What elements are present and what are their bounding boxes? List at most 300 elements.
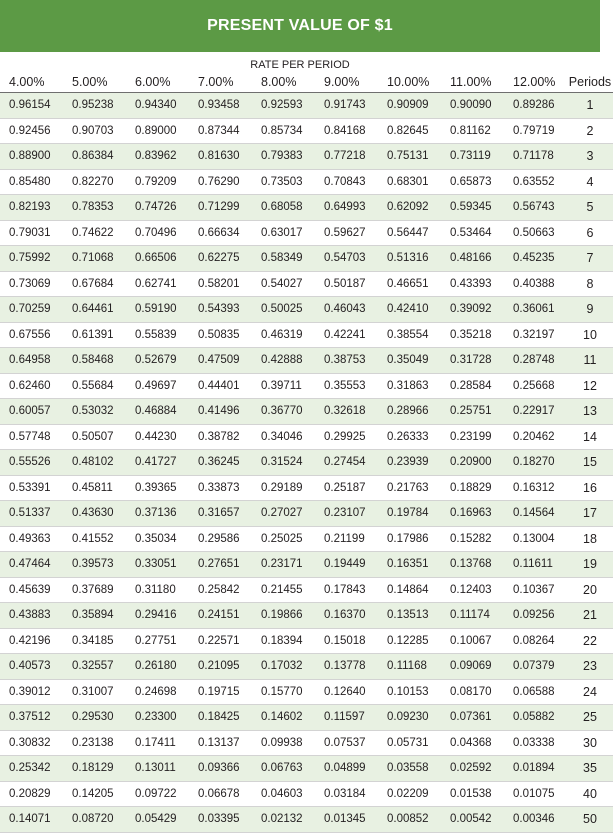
period-cell: 24 bbox=[567, 679, 613, 705]
pv-factor-cell: 0.62275 bbox=[189, 246, 252, 272]
pv-factor-cell: 0.47464 bbox=[0, 552, 63, 578]
pv-factor-cell: 0.05429 bbox=[126, 807, 189, 833]
period-cell: 22 bbox=[567, 628, 613, 654]
pv-factor-cell: 0.44230 bbox=[126, 424, 189, 450]
pv-factor-cell: 0.18129 bbox=[63, 756, 126, 782]
pv-factor-cell: 0.77218 bbox=[315, 144, 378, 170]
pv-factor-cell: 0.04603 bbox=[252, 781, 315, 807]
pv-factor-cell: 0.08264 bbox=[504, 628, 567, 654]
pv-factor-cell: 0.25342 bbox=[0, 756, 63, 782]
table-row bbox=[0, 118, 613, 144]
pv-factor-cell: 0.50663 bbox=[504, 220, 567, 246]
pv-factor-cell: 0.09366 bbox=[189, 756, 252, 782]
pv-factor-cell: 0.62092 bbox=[378, 195, 441, 221]
table-row bbox=[0, 169, 613, 195]
pv-factor-cell: 0.34046 bbox=[252, 424, 315, 450]
pv-factor-cell: 0.54027 bbox=[252, 271, 315, 297]
pv-factor-cell: 0.65873 bbox=[441, 169, 504, 195]
pv-factor-cell: 0.08170 bbox=[441, 679, 504, 705]
pv-factor-cell: 0.52679 bbox=[126, 348, 189, 374]
pv-factor-cell: 0.27027 bbox=[252, 501, 315, 527]
pv-factor-cell: 0.17986 bbox=[378, 526, 441, 552]
pv-factor-cell: 0.35049 bbox=[378, 348, 441, 374]
pv-factor-cell: 0.41727 bbox=[126, 450, 189, 476]
pv-factor-cell: 0.09938 bbox=[252, 730, 315, 756]
pv-factor-cell: 0.45639 bbox=[0, 577, 63, 603]
pv-factor-cell: 0.25668 bbox=[504, 373, 567, 399]
pv-factor-cell: 0.88900 bbox=[0, 144, 63, 170]
table-row bbox=[0, 705, 613, 731]
period-cell: 50 bbox=[567, 807, 613, 833]
table-row bbox=[0, 807, 613, 833]
pv-factor-cell: 0.46319 bbox=[252, 322, 315, 348]
pv-factor-cell: 0.51316 bbox=[378, 246, 441, 272]
pv-factor-cell: 0.58201 bbox=[189, 271, 252, 297]
pv-factor-cell: 0.14602 bbox=[252, 705, 315, 731]
pv-factor-cell: 0.46651 bbox=[378, 271, 441, 297]
pv-factor-cell: 0.07361 bbox=[441, 705, 504, 731]
pv-factor-cell: 0.14071 bbox=[0, 807, 63, 833]
pv-factor-cell: 0.82645 bbox=[378, 118, 441, 144]
pv-factor-cell: 0.09230 bbox=[378, 705, 441, 731]
pv-factor-cell: 0.02592 bbox=[441, 756, 504, 782]
period-cell: 18 bbox=[567, 526, 613, 552]
pv-factor-cell: 0.96154 bbox=[0, 93, 63, 119]
pv-factor-cell: 0.09722 bbox=[126, 781, 189, 807]
pv-factor-cell: 0.32618 bbox=[315, 399, 378, 425]
column-header-rate: 6.00% bbox=[126, 71, 189, 93]
period-cell: 12 bbox=[567, 373, 613, 399]
pv-factor-cell: 0.58349 bbox=[252, 246, 315, 272]
pv-factor-cell: 0.75131 bbox=[378, 144, 441, 170]
table-row bbox=[0, 552, 613, 578]
pv-factor-cell: 0.94340 bbox=[126, 93, 189, 119]
pv-factor-cell: 0.21199 bbox=[315, 526, 378, 552]
pv-factor-cell: 0.10067 bbox=[441, 628, 504, 654]
table-row bbox=[0, 93, 613, 119]
table-row bbox=[0, 424, 613, 450]
pv-factor-cell: 0.26333 bbox=[378, 424, 441, 450]
pv-factor-cell: 0.22917 bbox=[504, 399, 567, 425]
period-cell: 40 bbox=[567, 781, 613, 807]
pv-factor-cell: 0.79209 bbox=[126, 169, 189, 195]
pv-factor-cell: 0.43393 bbox=[441, 271, 504, 297]
pv-factor-cell: 0.95238 bbox=[63, 93, 126, 119]
pv-factor-cell: 0.27454 bbox=[315, 450, 378, 476]
pv-factor-cell: 0.60057 bbox=[0, 399, 63, 425]
pv-factor-cell: 0.79383 bbox=[252, 144, 315, 170]
pv-factor-cell: 0.50507 bbox=[63, 424, 126, 450]
pv-factor-cell: 0.03184 bbox=[315, 781, 378, 807]
pv-factor-cell: 0.35894 bbox=[63, 603, 126, 629]
period-cell: 11 bbox=[567, 348, 613, 374]
pv-factor-cell: 0.92456 bbox=[0, 118, 63, 144]
pv-factor-cell: 0.89286 bbox=[504, 93, 567, 119]
pv-factor-cell: 0.37689 bbox=[63, 577, 126, 603]
pv-factor-cell: 0.13778 bbox=[315, 654, 378, 680]
pv-factor-cell: 0.16312 bbox=[504, 475, 567, 501]
table-row bbox=[0, 322, 613, 348]
pv-factor-cell: 0.56743 bbox=[504, 195, 567, 221]
period-cell: 35 bbox=[567, 756, 613, 782]
pv-factor-cell: 0.18425 bbox=[189, 705, 252, 731]
column-header-rate: 8.00% bbox=[252, 71, 315, 93]
pv-factor-cell: 0.02209 bbox=[378, 781, 441, 807]
pv-factor-cell: 0.12640 bbox=[315, 679, 378, 705]
period-cell: 5 bbox=[567, 195, 613, 221]
period-cell: 15 bbox=[567, 450, 613, 476]
pv-factor-cell: 0.13137 bbox=[189, 730, 252, 756]
pv-factor-cell: 0.67684 bbox=[63, 271, 126, 297]
table-row bbox=[0, 144, 613, 170]
pv-factor-cell: 0.31524 bbox=[252, 450, 315, 476]
pv-factor-cell: 0.41552 bbox=[63, 526, 126, 552]
column-header-rate: 11.00% bbox=[441, 71, 504, 93]
pv-factor-cell: 0.85734 bbox=[252, 118, 315, 144]
pv-factor-cell: 0.51337 bbox=[0, 501, 63, 527]
pv-factor-cell: 0.21095 bbox=[189, 654, 252, 680]
pv-factor-cell: 0.38782 bbox=[189, 424, 252, 450]
period-cell: 8 bbox=[567, 271, 613, 297]
pv-factor-cell: 0.38554 bbox=[378, 322, 441, 348]
pv-factor-cell: 0.32197 bbox=[504, 322, 567, 348]
pv-factor-cell: 0.67556 bbox=[0, 322, 63, 348]
pv-factor-cell: 0.00346 bbox=[504, 807, 567, 833]
pv-factor-cell: 0.23171 bbox=[252, 552, 315, 578]
table-row bbox=[0, 220, 613, 246]
pv-factor-cell: 0.05731 bbox=[378, 730, 441, 756]
pv-factor-cell: 0.37512 bbox=[0, 705, 63, 731]
pv-factor-cell: 0.24151 bbox=[189, 603, 252, 629]
pv-factor-cell: 0.35218 bbox=[441, 322, 504, 348]
pv-factor-cell: 0.21763 bbox=[378, 475, 441, 501]
pv-factor-cell: 0.01345 bbox=[315, 807, 378, 833]
pv-factor-cell: 0.70259 bbox=[0, 297, 63, 323]
pv-factor-cell: 0.93458 bbox=[189, 93, 252, 119]
table-row bbox=[0, 297, 613, 323]
pv-factor-cell: 0.49697 bbox=[126, 373, 189, 399]
pv-factor-cell: 0.29416 bbox=[126, 603, 189, 629]
pv-factor-cell: 0.50835 bbox=[189, 322, 252, 348]
pv-factor-cell: 0.23199 bbox=[441, 424, 504, 450]
pv-factor-cell: 0.14205 bbox=[63, 781, 126, 807]
page-title: PRESENT VALUE OF $1 bbox=[207, 17, 393, 34]
pv-factor-cell: 0.29189 bbox=[252, 475, 315, 501]
pv-factor-cell: 0.39092 bbox=[441, 297, 504, 323]
pv-factor-cell: 0.66506 bbox=[126, 246, 189, 272]
present-value-table bbox=[0, 71, 613, 833]
pv-factor-cell: 0.10153 bbox=[378, 679, 441, 705]
pv-factor-cell: 0.31657 bbox=[189, 501, 252, 527]
pv-factor-cell: 0.20829 bbox=[0, 781, 63, 807]
pv-factor-cell: 0.92593 bbox=[252, 93, 315, 119]
pv-factor-cell: 0.64461 bbox=[63, 297, 126, 323]
pv-factor-cell: 0.17411 bbox=[126, 730, 189, 756]
pv-factor-cell: 0.42241 bbox=[315, 322, 378, 348]
pv-factor-cell: 0.06588 bbox=[504, 679, 567, 705]
pv-factor-cell: 0.73503 bbox=[252, 169, 315, 195]
table-row bbox=[0, 195, 613, 221]
pv-factor-cell: 0.23107 bbox=[315, 501, 378, 527]
pv-factor-cell: 0.62460 bbox=[0, 373, 63, 399]
pv-factor-cell: 0.32557 bbox=[63, 654, 126, 680]
period-cell: 21 bbox=[567, 603, 613, 629]
pv-factor-cell: 0.62741 bbox=[126, 271, 189, 297]
pv-factor-cell: 0.19715 bbox=[189, 679, 252, 705]
pv-factor-cell: 0.03558 bbox=[378, 756, 441, 782]
pv-factor-cell: 0.54703 bbox=[315, 246, 378, 272]
pv-factor-cell: 0.46884 bbox=[126, 399, 189, 425]
pv-factor-cell: 0.16351 bbox=[378, 552, 441, 578]
table-row bbox=[0, 373, 613, 399]
pv-factor-cell: 0.54393 bbox=[189, 297, 252, 323]
pv-factor-cell: 0.38753 bbox=[315, 348, 378, 374]
table-row bbox=[0, 603, 613, 629]
table-row bbox=[0, 654, 613, 680]
pv-factor-cell: 0.64993 bbox=[315, 195, 378, 221]
column-header-rate: 9.00% bbox=[315, 71, 378, 93]
pv-factor-cell: 0.29586 bbox=[189, 526, 252, 552]
column-header-rate: 10.00% bbox=[378, 71, 441, 93]
period-cell: 20 bbox=[567, 577, 613, 603]
column-header-periods: Periods bbox=[567, 71, 613, 93]
pv-factor-cell: 0.50025 bbox=[252, 297, 315, 323]
table-row bbox=[0, 628, 613, 654]
pv-factor-cell: 0.01538 bbox=[441, 781, 504, 807]
pv-factor-cell: 0.87344 bbox=[189, 118, 252, 144]
pv-factor-cell: 0.13513 bbox=[378, 603, 441, 629]
pv-factor-cell: 0.14564 bbox=[504, 501, 567, 527]
pv-factor-cell: 0.63552 bbox=[504, 169, 567, 195]
pv-factor-cell: 0.28748 bbox=[504, 348, 567, 374]
pv-factor-cell: 0.36061 bbox=[504, 297, 567, 323]
pv-factor-cell: 0.39573 bbox=[63, 552, 126, 578]
pv-factor-cell: 0.50187 bbox=[315, 271, 378, 297]
period-cell: 14 bbox=[567, 424, 613, 450]
pv-factor-cell: 0.59190 bbox=[126, 297, 189, 323]
table-row bbox=[0, 577, 613, 603]
table-row bbox=[0, 450, 613, 476]
pv-factor-cell: 0.76290 bbox=[189, 169, 252, 195]
header-row bbox=[0, 71, 613, 93]
pv-factor-cell: 0.07379 bbox=[504, 654, 567, 680]
pv-factor-cell: 0.31180 bbox=[126, 577, 189, 603]
pv-factor-cell: 0.53391 bbox=[0, 475, 63, 501]
pv-factor-cell: 0.71178 bbox=[504, 144, 567, 170]
pv-factor-cell: 0.21455 bbox=[252, 577, 315, 603]
pv-factor-cell: 0.35034 bbox=[126, 526, 189, 552]
pv-factor-cell: 0.45235 bbox=[504, 246, 567, 272]
pv-factor-cell: 0.09256 bbox=[504, 603, 567, 629]
pv-factor-cell: 0.68058 bbox=[252, 195, 315, 221]
pv-factor-cell: 0.08720 bbox=[63, 807, 126, 833]
pv-factor-cell: 0.25025 bbox=[252, 526, 315, 552]
pv-factor-cell: 0.39012 bbox=[0, 679, 63, 705]
pv-factor-cell: 0.71299 bbox=[189, 195, 252, 221]
pv-factor-cell: 0.13768 bbox=[441, 552, 504, 578]
period-cell: 13 bbox=[567, 399, 613, 425]
pv-factor-cell: 0.04899 bbox=[315, 756, 378, 782]
table-body bbox=[0, 93, 613, 833]
table-row bbox=[0, 246, 613, 272]
pv-factor-cell: 0.23138 bbox=[63, 730, 126, 756]
pv-factor-cell: 0.90090 bbox=[441, 93, 504, 119]
pv-factor-cell: 0.15282 bbox=[441, 526, 504, 552]
pv-factor-cell: 0.11597 bbox=[315, 705, 378, 731]
pv-factor-cell: 0.13004 bbox=[504, 526, 567, 552]
period-cell: 4 bbox=[567, 169, 613, 195]
pv-factor-cell: 0.07537 bbox=[315, 730, 378, 756]
pv-factor-cell: 0.45811 bbox=[63, 475, 126, 501]
period-cell: 7 bbox=[567, 246, 613, 272]
pv-factor-cell: 0.01075 bbox=[504, 781, 567, 807]
pv-factor-cell: 0.20462 bbox=[504, 424, 567, 450]
pv-factor-cell: 0.24698 bbox=[126, 679, 189, 705]
pv-factor-cell: 0.46043 bbox=[315, 297, 378, 323]
pv-factor-cell: 0.49363 bbox=[0, 526, 63, 552]
rate-subtitle: RATE PER PERIOD bbox=[250, 59, 350, 71]
pv-factor-cell: 0.36770 bbox=[252, 399, 315, 425]
pv-factor-cell: 0.59345 bbox=[441, 195, 504, 221]
pv-factor-cell: 0.42196 bbox=[0, 628, 63, 654]
pv-factor-cell: 0.13011 bbox=[126, 756, 189, 782]
pv-factor-cell: 0.15770 bbox=[252, 679, 315, 705]
pv-factor-cell: 0.31728 bbox=[441, 348, 504, 374]
pv-factor-cell: 0.33051 bbox=[126, 552, 189, 578]
pv-factor-cell: 0.01894 bbox=[504, 756, 567, 782]
pv-factor-cell: 0.26180 bbox=[126, 654, 189, 680]
pv-factor-cell: 0.17843 bbox=[315, 577, 378, 603]
pv-factor-cell: 0.89000 bbox=[126, 118, 189, 144]
period-cell: 2 bbox=[567, 118, 613, 144]
pv-factor-cell: 0.04368 bbox=[441, 730, 504, 756]
pv-factor-cell: 0.85480 bbox=[0, 169, 63, 195]
table-row bbox=[0, 271, 613, 297]
pv-factor-cell: 0.74622 bbox=[63, 220, 126, 246]
pv-factor-cell: 0.19784 bbox=[378, 501, 441, 527]
pv-factor-cell: 0.78353 bbox=[63, 195, 126, 221]
pv-factor-cell: 0.73119 bbox=[441, 144, 504, 170]
pv-factor-cell: 0.70496 bbox=[126, 220, 189, 246]
pv-factor-cell: 0.34185 bbox=[63, 628, 126, 654]
pv-factor-cell: 0.00542 bbox=[441, 807, 504, 833]
pv-factor-cell: 0.61391 bbox=[63, 322, 126, 348]
pv-factor-cell: 0.71068 bbox=[63, 246, 126, 272]
pv-factor-cell: 0.70843 bbox=[315, 169, 378, 195]
pv-factor-cell: 0.79031 bbox=[0, 220, 63, 246]
period-cell: 23 bbox=[567, 654, 613, 680]
pv-factor-cell: 0.28584 bbox=[441, 373, 504, 399]
pv-factor-cell: 0.37136 bbox=[126, 501, 189, 527]
table-row bbox=[0, 501, 613, 527]
pv-factor-cell: 0.84168 bbox=[315, 118, 378, 144]
pv-factor-cell: 0.25187 bbox=[315, 475, 378, 501]
pv-factor-cell: 0.58468 bbox=[63, 348, 126, 374]
column-header-rate: 7.00% bbox=[189, 71, 252, 93]
pv-factor-cell: 0.53464 bbox=[441, 220, 504, 246]
pv-factor-cell: 0.09069 bbox=[441, 654, 504, 680]
table-row bbox=[0, 730, 613, 756]
period-cell: 1 bbox=[567, 93, 613, 119]
period-cell: 17 bbox=[567, 501, 613, 527]
period-cell: 9 bbox=[567, 297, 613, 323]
pv-factor-cell: 0.25751 bbox=[441, 399, 504, 425]
pv-factor-cell: 0.43883 bbox=[0, 603, 63, 629]
pv-factor-cell: 0.11168 bbox=[378, 654, 441, 680]
pv-factor-cell: 0.15018 bbox=[315, 628, 378, 654]
pv-factor-cell: 0.31007 bbox=[63, 679, 126, 705]
pv-factor-cell: 0.79719 bbox=[504, 118, 567, 144]
pv-factor-cell: 0.11611 bbox=[504, 552, 567, 578]
pv-factor-cell: 0.29530 bbox=[63, 705, 126, 731]
pv-factor-cell: 0.12285 bbox=[378, 628, 441, 654]
pv-factor-cell: 0.06678 bbox=[189, 781, 252, 807]
column-header-rate: 4.00% bbox=[0, 71, 63, 93]
pv-factor-cell: 0.39365 bbox=[126, 475, 189, 501]
pv-factor-cell: 0.82193 bbox=[0, 195, 63, 221]
pv-factor-cell: 0.25842 bbox=[189, 577, 252, 603]
period-cell: 3 bbox=[567, 144, 613, 170]
period-cell: 16 bbox=[567, 475, 613, 501]
column-header-rate: 12.00% bbox=[504, 71, 567, 93]
table-row bbox=[0, 679, 613, 705]
pv-factor-cell: 0.68301 bbox=[378, 169, 441, 195]
table-row bbox=[0, 526, 613, 552]
pv-factor-cell: 0.42888 bbox=[252, 348, 315, 374]
pv-factor-cell: 0.17032 bbox=[252, 654, 315, 680]
pv-factor-cell: 0.42410 bbox=[378, 297, 441, 323]
table-row bbox=[0, 781, 613, 807]
pv-factor-cell: 0.10367 bbox=[504, 577, 567, 603]
pv-factor-cell: 0.55684 bbox=[63, 373, 126, 399]
pv-factor-cell: 0.41496 bbox=[189, 399, 252, 425]
pv-factor-cell: 0.81162 bbox=[441, 118, 504, 144]
pv-factor-cell: 0.18394 bbox=[252, 628, 315, 654]
pv-factor-cell: 0.14864 bbox=[378, 577, 441, 603]
pv-factor-cell: 0.82270 bbox=[63, 169, 126, 195]
period-cell: 10 bbox=[567, 322, 613, 348]
pv-factor-cell: 0.02132 bbox=[252, 807, 315, 833]
pv-factor-cell: 0.90703 bbox=[63, 118, 126, 144]
pv-factor-cell: 0.63017 bbox=[252, 220, 315, 246]
pv-factor-cell: 0.36245 bbox=[189, 450, 252, 476]
pv-factor-cell: 0.16370 bbox=[315, 603, 378, 629]
pv-factor-cell: 0.18270 bbox=[504, 450, 567, 476]
pv-factor-cell: 0.56447 bbox=[378, 220, 441, 246]
period-cell: 25 bbox=[567, 705, 613, 731]
pv-factor-cell: 0.03395 bbox=[189, 807, 252, 833]
pv-factor-cell: 0.55839 bbox=[126, 322, 189, 348]
pv-factor-cell: 0.27751 bbox=[126, 628, 189, 654]
pv-factor-cell: 0.23939 bbox=[378, 450, 441, 476]
pv-factor-cell: 0.06763 bbox=[252, 756, 315, 782]
pv-factor-cell: 0.86384 bbox=[63, 144, 126, 170]
period-cell: 6 bbox=[567, 220, 613, 246]
pv-factor-cell: 0.39711 bbox=[252, 373, 315, 399]
table-row bbox=[0, 399, 613, 425]
pv-factor-cell: 0.19866 bbox=[252, 603, 315, 629]
pv-factor-cell: 0.47509 bbox=[189, 348, 252, 374]
pv-factor-cell: 0.16963 bbox=[441, 501, 504, 527]
pv-factor-cell: 0.19449 bbox=[315, 552, 378, 578]
pv-factor-cell: 0.05882 bbox=[504, 705, 567, 731]
pv-factor-cell: 0.75992 bbox=[0, 246, 63, 272]
pv-factor-cell: 0.57748 bbox=[0, 424, 63, 450]
pv-factor-cell: 0.40388 bbox=[504, 271, 567, 297]
pv-factor-cell: 0.31863 bbox=[378, 373, 441, 399]
pv-factor-cell: 0.18829 bbox=[441, 475, 504, 501]
pv-factor-cell: 0.40573 bbox=[0, 654, 63, 680]
